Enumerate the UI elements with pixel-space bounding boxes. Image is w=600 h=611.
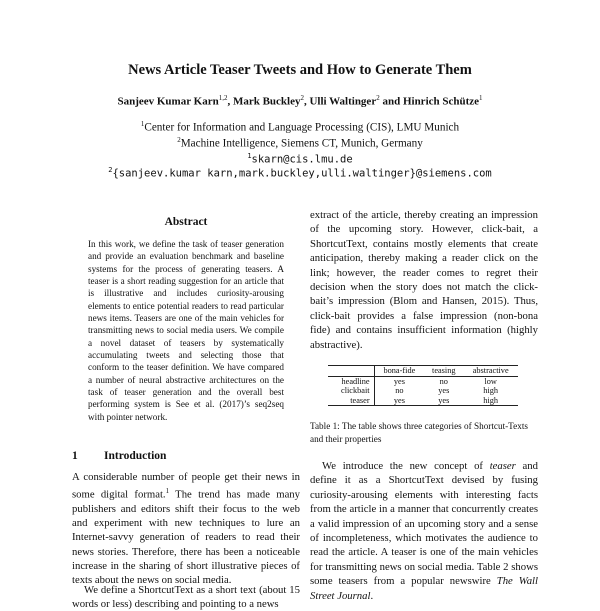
abstract-text: In this work, we define the task of teaser generation and provide an evaluation benchmark and baseline systems for the process of generating teasers. A teaser is a short reading suggestion for an article that is illustrative and includes curiosity-arousing elements to entice potential readers to read particular news items. Teasers are one of the main vehicles for transmitting news to social media users. We compile a novel dataset of teasers by systematically accumulating tweets and selecting those that conform to the teaser definition. We have compared a number of neural abstractive architectures on the task of teaser generation and the overall best performing system is See et al. (2017)’s seq2seq with pointer network. bbox=[88, 239, 284, 422]
table-cell: yes bbox=[374, 396, 424, 406]
right-paragraph-1: extract of the article, thereby creating an impression of the upcoming story. However, click-bait, a ShortcutText, contains mostly elements that create anticipation, thereby making a reader click on the link; however, the reader comes to regret their decision when the story does not match the click-bait’s impression (Blom and Hansen, 2015). Thus, click-bait provides a false impression (non-bona fide) and contains insufficient information (highly abstractive). bbox=[310, 209, 538, 351]
table-row-label: teaser bbox=[328, 396, 374, 406]
table-cell: yes bbox=[424, 396, 463, 406]
email-mark: 2 bbox=[108, 166, 113, 174]
abstract-heading: Abstract bbox=[164, 216, 208, 228]
author-separator: and bbox=[379, 95, 403, 108]
paragraph-text: We introduce the new concept of bbox=[322, 460, 490, 472]
author-name: Ulli Waltinger bbox=[309, 95, 377, 108]
paragraph-end: . bbox=[370, 589, 374, 602]
properties-table bbox=[328, 365, 518, 406]
emphasis-term: teaser bbox=[489, 460, 516, 472]
footnote-mark: 1 bbox=[165, 487, 170, 496]
author-affiliation-mark: 2 bbox=[376, 94, 380, 102]
intro-paragraph-2: We define a ShortcutText as a short text (about 15 words or less) describing and pointing to a news bbox=[72, 584, 300, 611]
affiliation-text: Machine Intelligence, Siemens CT, Munich, Germany bbox=[180, 137, 423, 150]
table-row bbox=[328, 386, 518, 396]
email-1 bbox=[0, 152, 600, 166]
newswire-name: The Wall Street Journal bbox=[310, 575, 538, 602]
email-text: {sanjeev.kumar karn,mark.buckley,ulli.waltinger}@siemens.com bbox=[112, 167, 492, 180]
paper-title: News Article Teaser Tweets and How to Generate Them bbox=[128, 62, 472, 78]
table-column-header: bona-fide bbox=[374, 366, 424, 377]
author-affiliation-mark: 2 bbox=[300, 94, 304, 102]
table-column-header: teasing bbox=[424, 366, 463, 377]
author-name: Hinrich Schütze bbox=[402, 95, 480, 108]
paragraph-text-continued: and define it as a ShortcutText devised by fusing curiosity-arousing elements with interesting facts from the article in a manner that concurrently creates a valid impression of an upcoming story and a sense of incompleteness, which motivates the audience to read the article. A teaser is one of the main vehicles for transmitting news on social media. Table 2 shows some teasers from a popular newswire bbox=[310, 460, 538, 588]
author-name: Mark Buckley bbox=[232, 95, 301, 108]
affiliation-1 bbox=[0, 120, 600, 134]
intro-text-continued: The trend has made many publishers and editors shift their focus to the web and experiment with new techniques to lure an Internet-savvy generation of readers to read their news stories. Therefore, there has been a noticeable increase in the sharing of short illustrative pieces of texts about the news on social media. bbox=[72, 488, 300, 586]
affiliation-2 bbox=[0, 136, 600, 150]
table-cell: no bbox=[395, 386, 404, 396]
email-mark: 1 bbox=[247, 152, 252, 160]
author-affiliation-mark: 1 bbox=[479, 94, 483, 102]
table-corner bbox=[328, 366, 374, 377]
intro-text: A considerable number of people get their news in some digital format. bbox=[72, 471, 300, 501]
table-row-label: headline bbox=[328, 376, 374, 386]
affiliation-text: Center for Information and Language Processing (CIS), LMU Munich bbox=[144, 121, 460, 134]
section-heading bbox=[72, 450, 166, 462]
author-affiliation-mark: 1,2 bbox=[218, 94, 228, 102]
table-row bbox=[328, 376, 518, 386]
table-caption: Table 1: The table shows three categories of Shortcut-Texts and their properties bbox=[310, 421, 528, 444]
email-2 bbox=[0, 166, 600, 180]
table-cell: yes bbox=[393, 376, 405, 386]
table-cell: high bbox=[463, 396, 518, 406]
affiliation-mark: 1 bbox=[140, 120, 145, 128]
table-cell: high bbox=[483, 386, 499, 396]
table-column-header: abstractive bbox=[463, 366, 518, 377]
section-title: Introduction bbox=[104, 450, 167, 462]
table-cell: yes bbox=[438, 386, 450, 396]
author-name: Sanjeev Kumar Karn bbox=[117, 95, 219, 108]
table-row bbox=[328, 396, 518, 406]
author-separator: , bbox=[303, 95, 310, 108]
section-number: 1 bbox=[72, 450, 78, 462]
table-cell: no bbox=[439, 376, 448, 386]
email-text: skarn@cis.lmu.de bbox=[251, 153, 353, 166]
table-header-row bbox=[328, 366, 518, 377]
affiliation-mark: 2 bbox=[177, 136, 181, 144]
intro-paragraph-1 bbox=[72, 470, 300, 587]
author-list bbox=[0, 94, 600, 108]
table-cell: low bbox=[484, 376, 497, 386]
author-separator: , bbox=[227, 95, 233, 108]
right-paragraph-2 bbox=[310, 459, 538, 603]
table-row-label: clickbait bbox=[328, 386, 374, 396]
